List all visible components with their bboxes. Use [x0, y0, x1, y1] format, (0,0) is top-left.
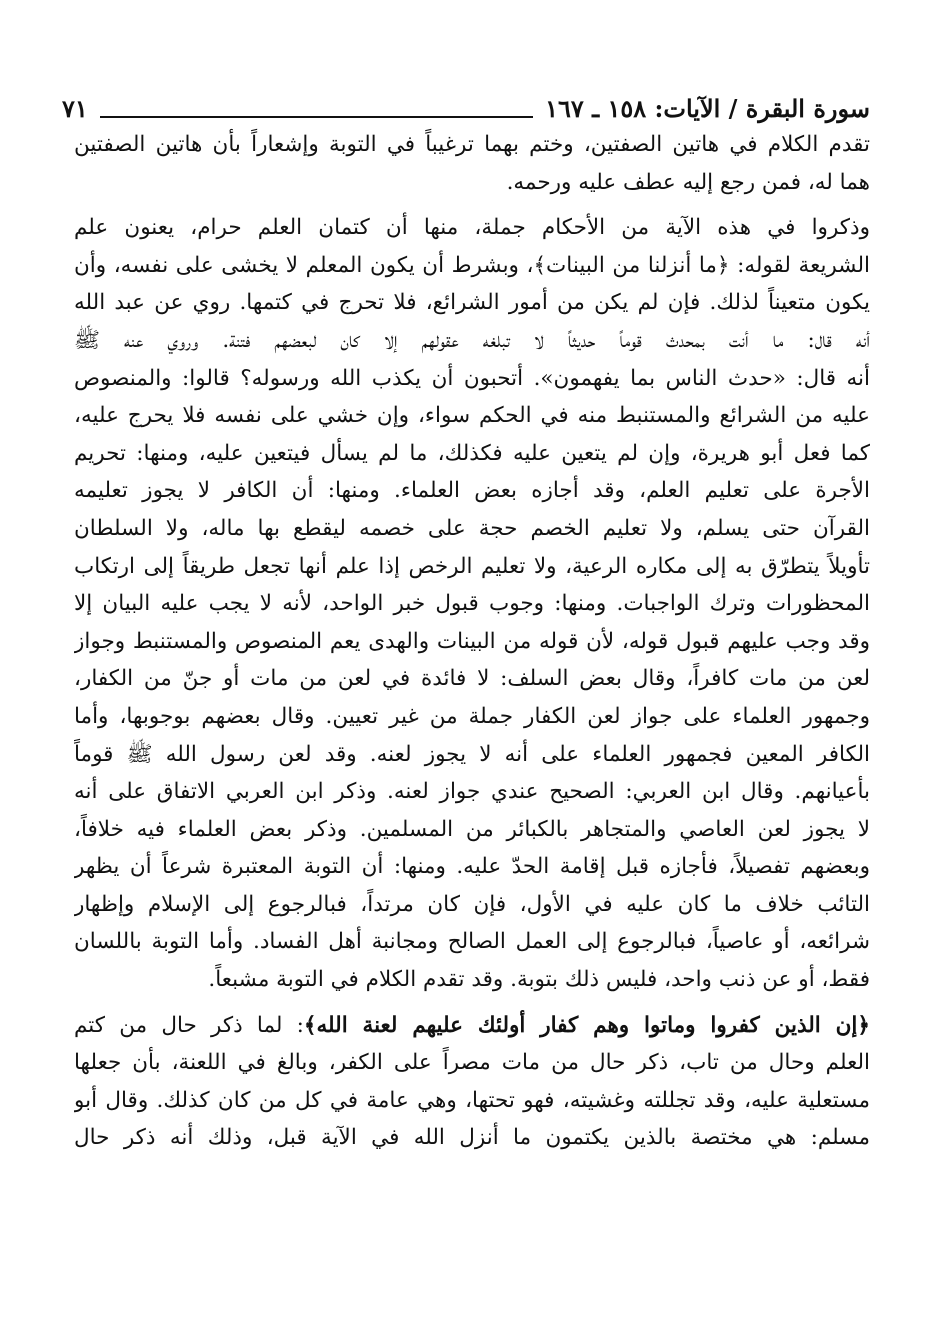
text-line: وقد وجب عليهم قبول قوله، لأن قوله من البينات والهدى يعم المنصوص والمستنبط وجواز — [74, 628, 870, 654]
text-line: هما له، فمن رجع إليه عطف عليه ورحمه. — [506, 169, 870, 195]
text-line: التائب خلاف ما كان عليه في الأول، فإن كان مرتداً، فبالرجوع إلى الإسلام وإظهار — [74, 891, 870, 917]
paragraph-2 — [74, 209, 870, 998]
text-line: كما فعل أبو هريرة، وإن لم يتعين عليه فكذلك، ما لم يسأل فيتعين عليه، ومنها: تحريم — [74, 440, 870, 466]
text-line: عليه من الشرائع والمستنبط منه في الحكم سواء، وإن خشي على نفسه فلا يحرج عليه، — [74, 403, 870, 429]
text-line: تقدم الكلام في هاتين الصفتين، وختم بهما ترغيباً في التوبة وإشعاراً بأن هاتين الصفتين — [74, 132, 870, 157]
text-line — [74, 1007, 870, 1045]
text-line: بأعيانهم. وقال ابن العربي: الصحيح عندي جواز لعنه. وذكر ابن العربي الاتفاق على أنه — [74, 779, 870, 805]
text-line: الشريعة لقوله: ﴿ما أنزلنا من البينات﴾، وبشرط أن يكون المعلم لا يخشى على نفسه، وأن — [74, 252, 870, 278]
text-line: وذكروا في هذه الآية من الأحكام جملة، منها أن كتمان العلم حرام، يعنون علم — [74, 215, 870, 241]
quran-verse: ﴿إن الذين كفروا وماتوا وهم كفار أولئك عليهم لعنة الله﴾ — [303, 1012, 870, 1038]
text-line: وبعضهم تفصيلاً، فأجازه قبل إقامة الحدّ عليه. ومنها: أن التوبة المعتبرة شرعاً أن يظهر — [74, 854, 870, 880]
text-line: أنه قال: ما أنت بمحدث قوماً حديثاً لا تبلغه عقولهم إلا كان لبعضهم فتنة. وروي عنه ﷺ — [74, 327, 870, 353]
text-line: تأويلاً يتطرّق به إلى مكاره الرعية، ولا تعليم الرخص إذا علم أنها تجعل طريقاً إلى ارتكاب — [74, 553, 870, 579]
running-title: سورة البقرة / الآيات: ١٥٨ ـ ١٦٧ — [545, 94, 870, 123]
paragraph-3 — [74, 1007, 870, 1157]
text-line: مسلم: هي مختصة بالذين يكتمون ما أنزل الله في الآية قبل، وذلك أنه ذكر حال — [74, 1125, 870, 1151]
text-line: لا يجوز لعن العاصي والمتجاهر بالكبائر من المسلمين. وذكر بعض العلماء فيه خلافاً، — [74, 816, 870, 842]
text-line: المحظورات وترك الواجبات. ومنها: وجوب قبول خبر الواحد، لأنه لا يجب عليه البيان إلا — [74, 591, 870, 617]
page-number: ٧١ — [62, 94, 88, 123]
text-line: الكافر المعين فجمهور العلماء على أنه لا يجوز لعنه. وقد لعن رسول الله ﷺ قوماً — [74, 741, 870, 767]
text-line: فقط، أو عن ذنب واحد، فليس ذلك بتوبة. وقد تقدم الكلام في التوبة مشبعاً. — [208, 967, 870, 993]
verse-commentary: : لما ذكر حال من كتم — [74, 1012, 304, 1038]
text-line: وجمهور العلماء على جواز لعن الكفار جملة من غير تعيين. وقال بعضهم بوجوبها، وأما — [74, 703, 870, 729]
text-line: العلم وحال من تاب، ذكر حال من مات مصراً على الكفر، وبالغ في اللعنة، بأن جعلها — [74, 1050, 870, 1076]
text-line: لعن من مات كافراً، وقال بعض السلف: لا فائدة في لعن من مات أو جنّ من الكفار، — [74, 666, 870, 692]
header-rule — [100, 116, 533, 118]
paragraph-1 — [74, 126, 870, 201]
text-line: مستعلية عليه، وقد تجللته وغشيته، فهو تحتها، وهي عامة في كل من كان كذلك. وقال أبو — [74, 1087, 870, 1113]
text-line: يكون متعيناً لذلك. فإن لم يكن من أمور الشرائع، فلا تحرج في كتمها. روي عن عبد الله — [74, 290, 870, 316]
page-header — [62, 80, 870, 124]
body-text — [74, 126, 870, 1157]
text-line: شرائعه، أو عاصياً، فبالرجوع إلى العمل الصالح ومجانبة أهل الفساد. وأما التوبة باللسان — [74, 929, 870, 955]
text-line: أنه قال: «حدث الناس بما يفهمون». أتحبون أن يكذب الله ورسوله؟ قالوا: والمنصوص — [74, 365, 870, 391]
text-line: القرآن حتى يسلم، ولا تعليم الخصم حجة على خصمه ليقطع بها ماله، ولا السلطان — [74, 515, 870, 541]
text-line: الأجرة على تعليم العلم، وقد أجازه بعض العلماء. ومنها: أن الكافر لا يجوز تعليمه — [74, 478, 870, 504]
